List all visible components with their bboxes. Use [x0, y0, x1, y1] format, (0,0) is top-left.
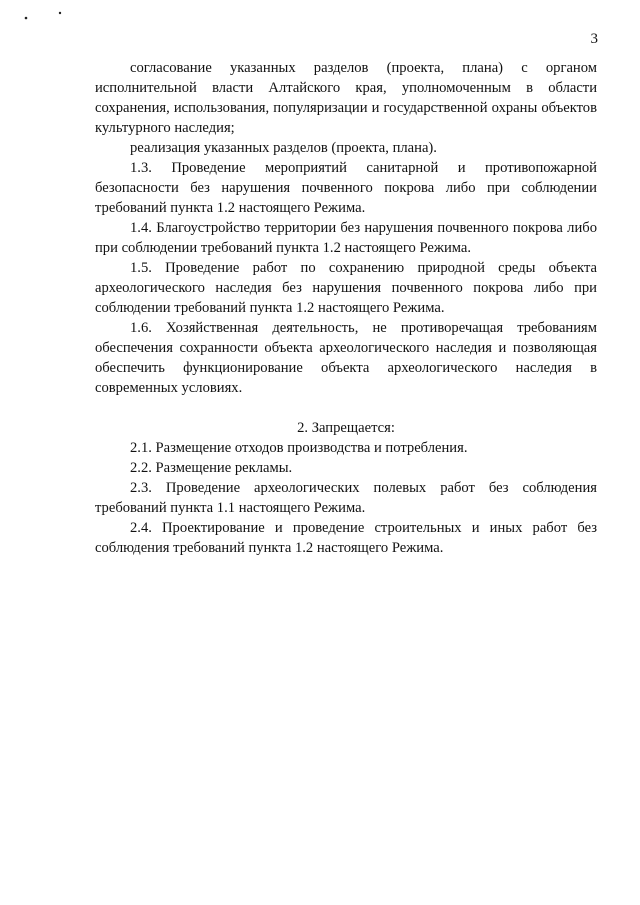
paragraph-approval: согласование указанных разделов (проекта, плана) с органом исполнительной власти Алтайского края, уполномоченным в области сохранения, использования, популяризации и государственной охраны объектов культурного наследия; — [95, 60, 597, 136]
section-heading-prohibited: 2. Запрещается: — [297, 420, 395, 436]
page-number: 3 — [590, 31, 598, 47]
paragraph-2-1: 2.1. Размещение отходов производства и потребления. — [130, 440, 468, 456]
paragraph-1-4: 1.4. Благоустройство территории без нарушения почвенного покрова либо при соблюдении требований пункта 1.2 настоящего Режима. — [95, 220, 597, 256]
document-body — [95, 58, 597, 558]
paragraph-implementation: реализация указанных разделов (проекта, плана). — [130, 140, 437, 156]
paragraph-1-3: 1.3. Проведение мероприятий санитарной и противопожарной безопасности без нарушения почвенного покрова либо при соблюдении требований пункта 1.2 настоящего Режима. — [95, 160, 597, 216]
paragraph-2-4: 2.4. Проектирование и проведение строительных и иных работ без соблюдения требований пункта 1.2 настоящего Режима. — [95, 520, 597, 556]
scan-specks — [22, 6, 82, 26]
paragraph-2-2: 2.2. Размещение рекламы. — [130, 460, 293, 476]
paragraph-1-6: 1.6. Хозяйственная деятельность, не противоречащая требованиям обеспечения сохранности объекта археологического наследия и позволяющая обеспечить функционирование объекта археологического наследия в современных условиях. — [95, 320, 597, 396]
paragraph-1-5: 1.5. Проведение работ по сохранению природной среды объекта археологического наследия без нарушения почвенного покрова либо при соблюдении требований пункта 1.2 настоящего Режима. — [95, 260, 597, 316]
paragraph-2-3: 2.3. Проведение археологических полевых работ без соблюдения требований пункта 1.1 настоящего Режима. — [95, 480, 597, 516]
